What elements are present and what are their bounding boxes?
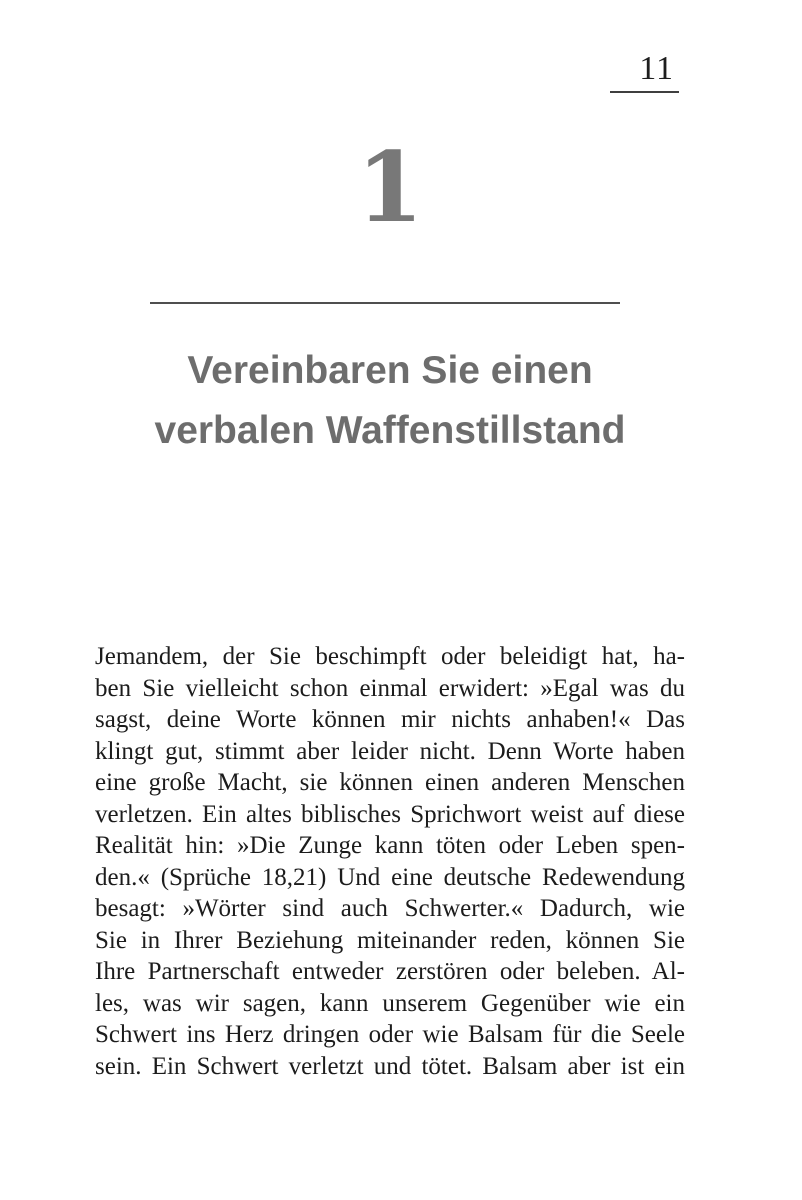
body-text-line: Ihre Partnerschaft entweder zerstören oder beleben. Al- [95,958,685,985]
page-number-rule [610,91,679,93]
body-text-line: les, was wir sagen, kann unserem Gegenüber wie ein [95,989,685,1017]
page-number: 11 [639,50,674,87]
chapter-number: 1 [356,131,424,244]
body-text-line: Realität hin: »Die Zunge kann töten oder Leben spen- [95,832,685,859]
body-paragraph [95,641,685,1082]
chapter-title-line-2: verbalen Waffenstillstand [154,409,626,452]
body-text-line: Schwert ins Herz dringen oder wie Balsam für die Seele [95,1021,685,1048]
body-text-line: den.« (Sprüche 18,21) Und eine deutsche Redewendung [95,863,685,891]
page-number-block [610,52,679,93]
body-text-line: verletzen. Ein altes biblisches Sprichwort weist auf diese [95,800,685,828]
body-text-line: eine große Macht, sie können einen anderen Menschen [95,769,685,796]
body-text-line: sein. Ein Schwert verletzt und tötet. Balsam aber ist ein [95,1052,685,1080]
chapter-title-line-1: Vereinbaren Sie einen [187,349,593,392]
chapter-title [85,341,695,461]
body-text-line: besagt: »Wörter sind auch Schwerter.« Dadurch, wie [95,895,685,922]
body-text-line: ben Sie vielleicht schon einmal erwidert: »Egal was du [95,674,685,702]
chapter-divider-rule [150,302,620,304]
body-text-line: sagst, deine Worte können mir nichts anhaben!« Das [95,706,685,733]
body-text-line: klingt gut, stimmt aber leider nicht. Denn Worte haben [95,737,685,765]
body-text-line: Jemandem, der Sie beschimpft oder beleidigt hat, ha- [95,643,685,670]
body-text-line: Sie in Ihrer Beziehung miteinander reden, können Sie [95,926,685,954]
